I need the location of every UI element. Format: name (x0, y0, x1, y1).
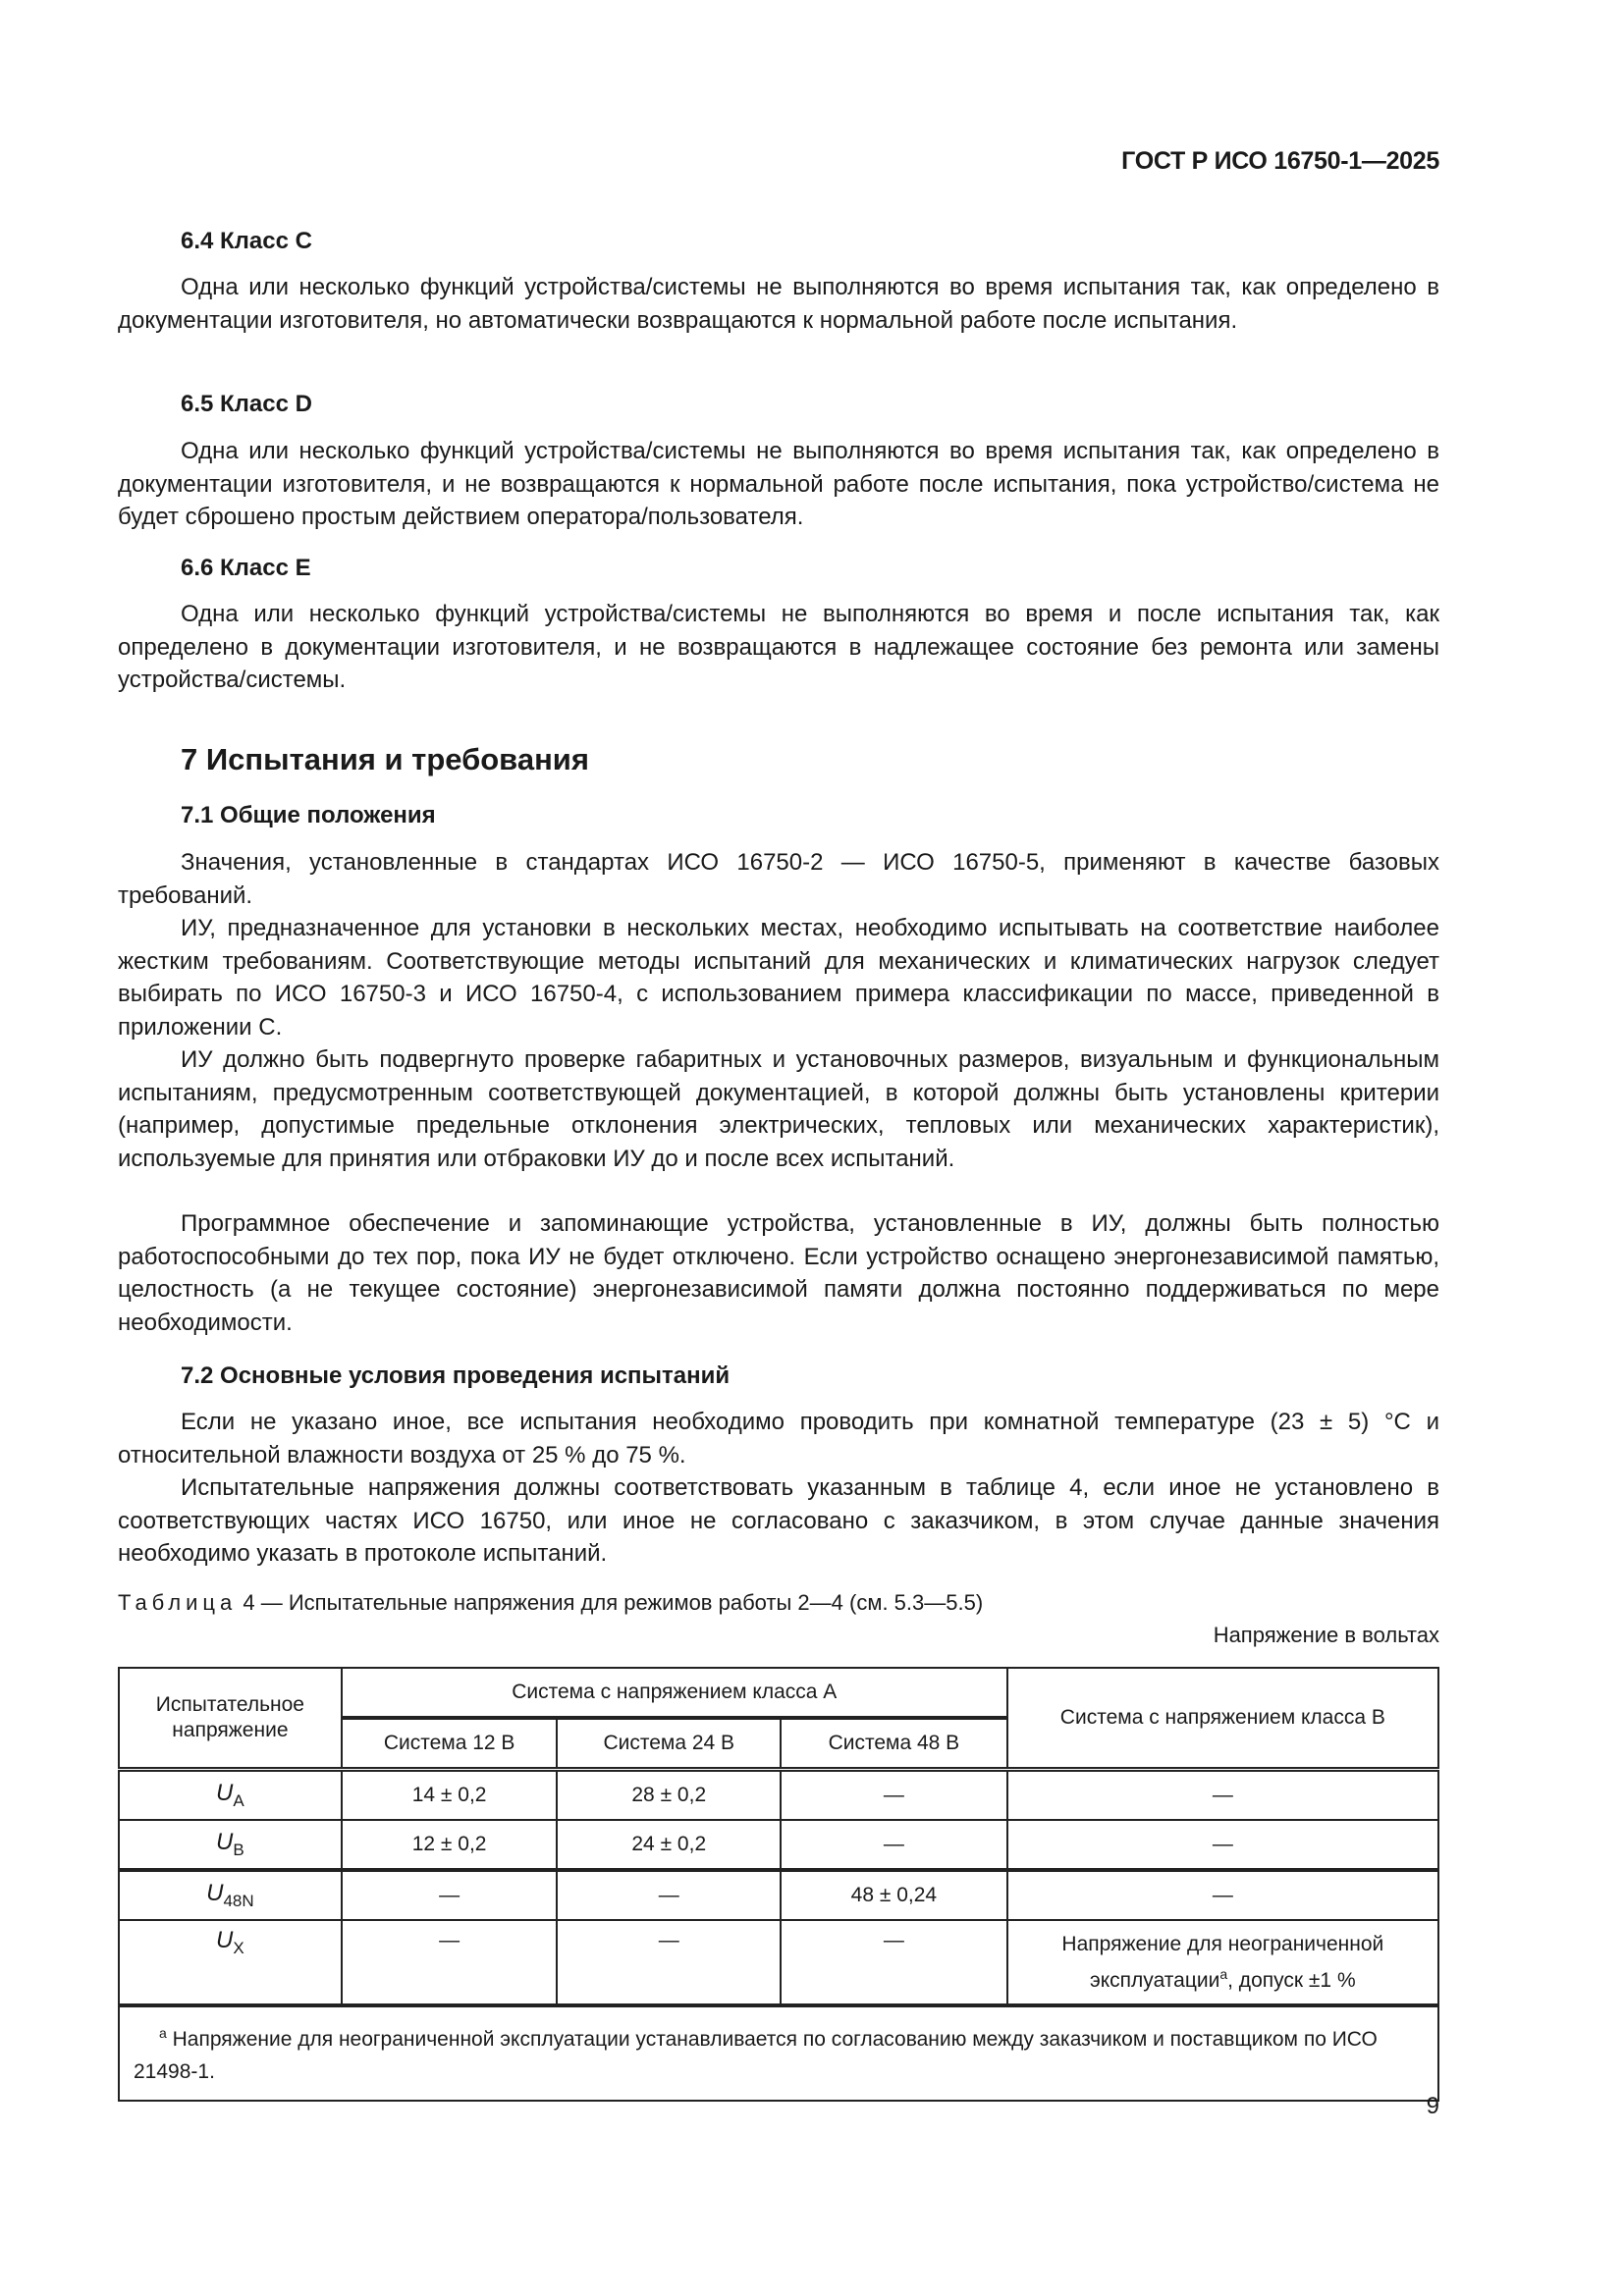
table-4-caption (118, 1590, 983, 1616)
table-footnote-row (119, 2005, 1438, 2101)
header-test-voltage: Испытательное напряжение (119, 1668, 342, 1770)
header-class-b-system: Система с напряжением класса В (1007, 1668, 1438, 1770)
section-6-4-text: Одна или несколько функций устройства/системы не выполняются во время испытания так, как определено в документации изготовителя, но автоматически возвращаются к нормальной работе после испытания. (118, 274, 1439, 334)
cell-class-b: — (1007, 1770, 1438, 1821)
cell-48v: — (781, 1820, 1007, 1870)
section-6-6-heading: 6.6 Класс Е (181, 555, 311, 581)
cell-12v: — (342, 1920, 558, 2005)
table-caption-word: Таблица (118, 1590, 238, 1615)
table-footnote: $^a$ Напряжение для неограниченной эксплуатации устанавливается по согласованию между заказчиком и поставщиком по ИСО 21498-1. (119, 2005, 1438, 2101)
table-row (119, 1820, 1438, 1870)
cell-12v: 14 ± 0,2 (342, 1770, 558, 1821)
document-code-header: ГОСТ Р ИСО 16750-1—2025 (1121, 147, 1439, 175)
section-7-1-para-1: Значения, установленные в стандартах ИСО 16750-2 — ИСО 16750-5, применяют в качестве базовых требований. (118, 849, 1439, 909)
chapter-7-title: 7 Испытания и требования (181, 742, 589, 776)
section-7-1-para-4: Программное обеспечение и запоминающие устройства, установленные в ИУ, должны быть полностью работоспособными до тех пор, пока ИУ не будет отключено. Если устройство оснащено энергонезависимой памятью, целостность (а не текущее состояние) энергонезависимой памяти должна постоянно поддерживаться по мере необходимости. (118, 1210, 1439, 1336)
cell-12v: 12 ± 0,2 (342, 1820, 558, 1870)
section-7-2-para-2: Испытательные напряжения должны соответствовать указанным в таблице 4, если иное не установлено в соответствующих частях ИСО 16750, или иное не согласовано с заказчиком, в этом случае данные значения необходимо указать в протоколе испытаний. (118, 1474, 1439, 1567)
cell-24v: — (557, 1870, 781, 1920)
cell-24v: 28 ± 0,2 (557, 1770, 781, 1821)
footnote-ref: a (1219, 1965, 1228, 1982)
section-7-2-heading: 7.2 Основные условия проведения испытаний (181, 1362, 731, 1389)
section-7-2-para-1: Если не указано иное, все испытания необходимо проводить при комнатной температуре (23 ± 5) °С и относительной влажности воздуха от 25 % до 75 %. (118, 1409, 1439, 1468)
header-system-12v: Система 12 В (342, 1718, 558, 1770)
table-row (119, 1920, 1438, 2005)
cell-24v: 24 ± 0,2 (557, 1820, 781, 1870)
section-6-6-text: Одна или несколько функций устройства/системы не выполняются во время и после испытания так, как определено в документации изготовителя, и не возвращаются в надлежащее состояние без ремонта или замены устройства/системы. (118, 601, 1439, 693)
header-system-48v: Система 48 В (781, 1718, 1007, 1770)
section-7-1-heading: 7.1 Общие положения (181, 802, 436, 828)
voltage-symbol: $U_A$ (119, 1770, 342, 1821)
table-caption-text: 4 — Испытательные напряжения для режимов работы 2—4 (см. 5.3—5.5) (237, 1590, 984, 1615)
cell-class-b: — (1007, 1820, 1438, 1870)
header-class-a-system: Система с напряжением класса А (342, 1668, 1007, 1718)
table-row (119, 1870, 1438, 1920)
test-voltage-table (118, 1667, 1439, 2102)
page-number: 9 (1426, 2093, 1439, 2119)
section-7-1-para-2: ИУ, предназначенное для установки в нескольких местах, необходимо испытывать на соответствие наиболее жестким требованиям. Соответствующие методы испытаний для механических и климатических нагрузок следует выбирать по ИСО 16750-3 и ИСО 16750-4, с использованием примера классификации по массе, приведенной в приложении С. (118, 915, 1439, 1041)
voltage-symbol: $U_{48N}$ (119, 1870, 342, 1920)
cell-24v: — (557, 1920, 781, 2005)
voltage-symbol: $U_B$ (119, 1820, 342, 1870)
cell-48v: — (781, 1770, 1007, 1821)
table-units-note: Напряжение в вольтах (1213, 1623, 1439, 1647)
section-6-5-text: Одна или несколько функций устройства/системы не выполняются во время испытания так, как определено в документации изготовителя, и не возвращаются к нормальной работе после испытания, пока устройство/система не будет сброшено простым действием оператора/пользователя. (118, 438, 1439, 530)
cell-class-b: Напряжение для неограниченной эксплуатации$^a$, допуск ±1 % (1007, 1920, 1438, 2005)
header-system-24v: Система 24 В (557, 1718, 781, 1770)
cell-class-b: — (1007, 1870, 1438, 1920)
section-7-1-para-3: ИУ должно быть подвергнуто проверке габаритных и установочных размеров, визуальным и функциональным испытаниям, предусмотренным соответствующей документацией, в которой должны быть установлены критерии (например, допустимые предельные отклонения электрических, тепловых или механических характеристик), используемые для принятия или отбраковки ИУ до и после всех испытаний. (118, 1046, 1439, 1172)
section-6-4-heading: 6.4 Класс С (181, 228, 312, 254)
cell-48v: 48 ± 0,24 (781, 1870, 1007, 1920)
section-6-5-heading: 6.5 Класс D (181, 391, 312, 417)
cell-12v: — (342, 1870, 558, 1920)
table-row (119, 1770, 1438, 1821)
cell-48v: — (781, 1920, 1007, 2005)
voltage-symbol: $U_X$ (119, 1920, 342, 2005)
